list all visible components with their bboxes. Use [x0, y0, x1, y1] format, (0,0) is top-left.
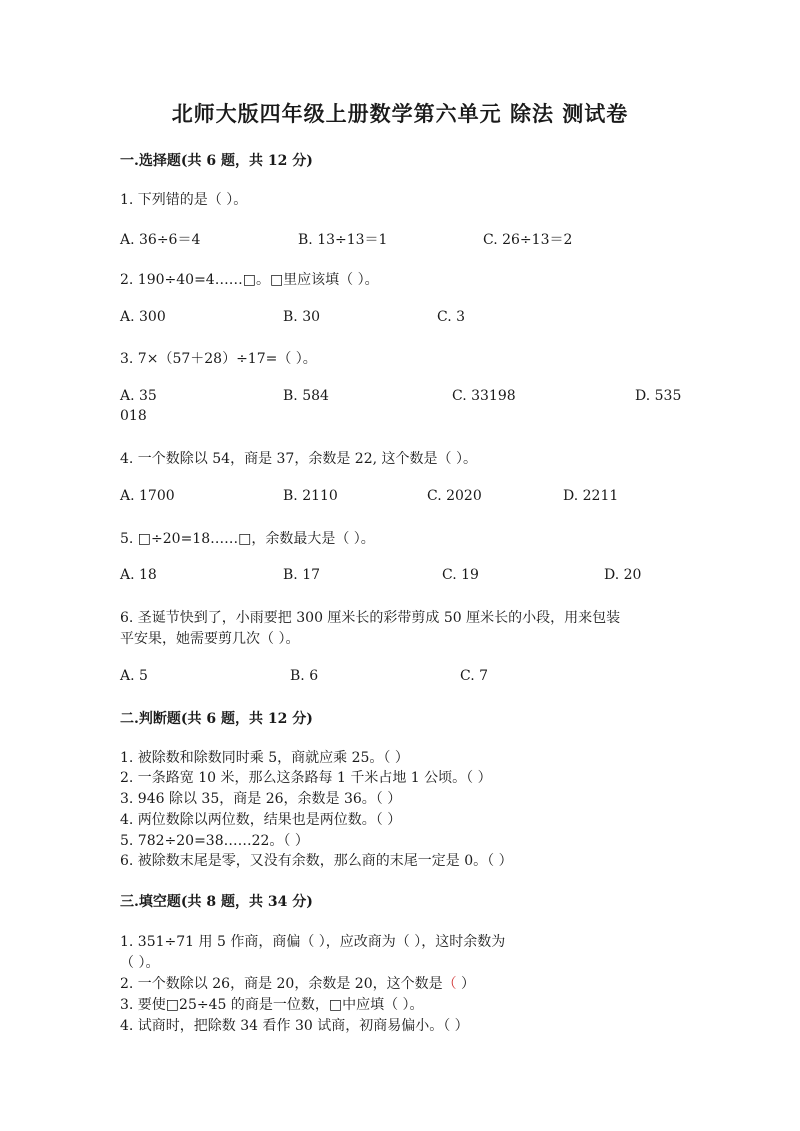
question-6-option-a: A. 5	[120, 668, 148, 684]
judgement-item-1: 1. 被除数和除数同时乘 5，商就应乘 25。（ ）	[120, 750, 409, 766]
section-heading-judgement: 二.判断题(共 6 题，共 12 分)	[120, 711, 313, 727]
fill-item-4: 4. 试商时，把除数 34 看作 30 试商，初商易偏小。（ ）	[120, 1018, 469, 1034]
question-2-option-a: A. 300	[120, 309, 166, 325]
question-3-stem: 3. 7×（57＋28）÷17=（ ）。	[120, 351, 317, 367]
question-6-stem-line2: 平安果，她需要剪几次（ ）。	[120, 631, 300, 647]
fill-item-1-line2: （ ）。	[120, 955, 160, 971]
judgement-item-4: 4. 两位数除以两位数，结果也是两位数。（ ）	[120, 812, 402, 828]
fill-item-3: 3. 要使□25÷45 的商是一位数，□中应填（ ）。	[120, 997, 424, 1013]
question-3-option-d: D. 535	[635, 388, 682, 404]
question-1-option-b: B. 13÷13＝1	[298, 232, 388, 248]
judgement-item-6: 6. 被除数末尾是零，又没有余数，那么商的末尾一定是 0。（ ）	[120, 853, 513, 869]
question-2-option-c: C. 3	[437, 309, 466, 325]
question-5-stem: 5. □÷20=18……□，余数最大是（ ）。	[120, 531, 375, 547]
question-4-stem: 4. 一个数除以 54，商是 37，余数是 22, 这个数是（ ）。	[120, 451, 477, 467]
question-2-stem: 2. 190÷40=4……□。□里应该填（ ）。	[120, 272, 379, 288]
judgement-item-3: 3. 946 除以 35，商是 26，余数是 36。（ ）	[120, 791, 402, 807]
question-4-option-a: A. 1700	[120, 488, 175, 504]
question-3-option-c: C. 33198	[452, 388, 516, 404]
judgement-item-2: 2. 一条路宽 10 米，那么这条路每 1 千米占地 1 公顷。（ ）	[120, 770, 492, 786]
page-title: 北师大版四年级上册数学第六单元 除法 测试卷	[171, 101, 629, 126]
question-4-option-d: D. 2211	[563, 488, 619, 504]
question-6-option-b: B. 6	[290, 668, 319, 684]
question-3-option-a: A. 35	[120, 388, 157, 404]
question-4-option-c: C. 2020	[427, 488, 482, 504]
question-3-option-b: B. 584	[283, 388, 329, 404]
section-heading-choice: 一.选择题(共 6 题，共 12 分)	[120, 153, 313, 169]
question-5-option-d: D. 20	[604, 567, 642, 583]
question-1-option-a: A. 36÷6＝4	[120, 232, 201, 248]
fill-item-2	[120, 973, 475, 993]
question-6-option-c: C. 7	[460, 668, 489, 684]
question-5-option-b: B. 17	[283, 567, 321, 583]
question-3-option-d-wrap: 018	[120, 408, 147, 424]
fill-item-2-text: 2. 一个数除以 26，商是 20，余数是 20，这个数是	[120, 976, 443, 992]
question-1-option-c: C. 26÷13＝2	[483, 232, 573, 248]
question-4-option-b: B. 2110	[283, 488, 338, 504]
question-6-stem-line1: 6. 圣诞节快到了，小雨要把 300 厘米长的彩带剪成 50 厘米长的小段，用来包装	[120, 610, 621, 626]
judgement-item-5: 5. 782÷20=38……22。（ ）	[120, 833, 309, 849]
fill-item-2-bracket-open: （	[442, 976, 457, 992]
question-1-stem: 1. 下列错的是（ ）。	[120, 192, 248, 208]
section-heading-fill-blank: 三.填空题(共 8 题，共 34 分)	[120, 894, 313, 910]
question-5-option-a: A. 18	[120, 567, 157, 583]
fill-item-1-line1: 1. 351÷71 用 5 作商，商偏（ ），应改商为（ ），这时余数为	[120, 934, 506, 950]
question-2-option-b: B. 30	[283, 309, 321, 325]
question-5-option-c: C. 19	[442, 567, 479, 583]
fill-item-2-bracket-close: ）	[456, 976, 476, 992]
